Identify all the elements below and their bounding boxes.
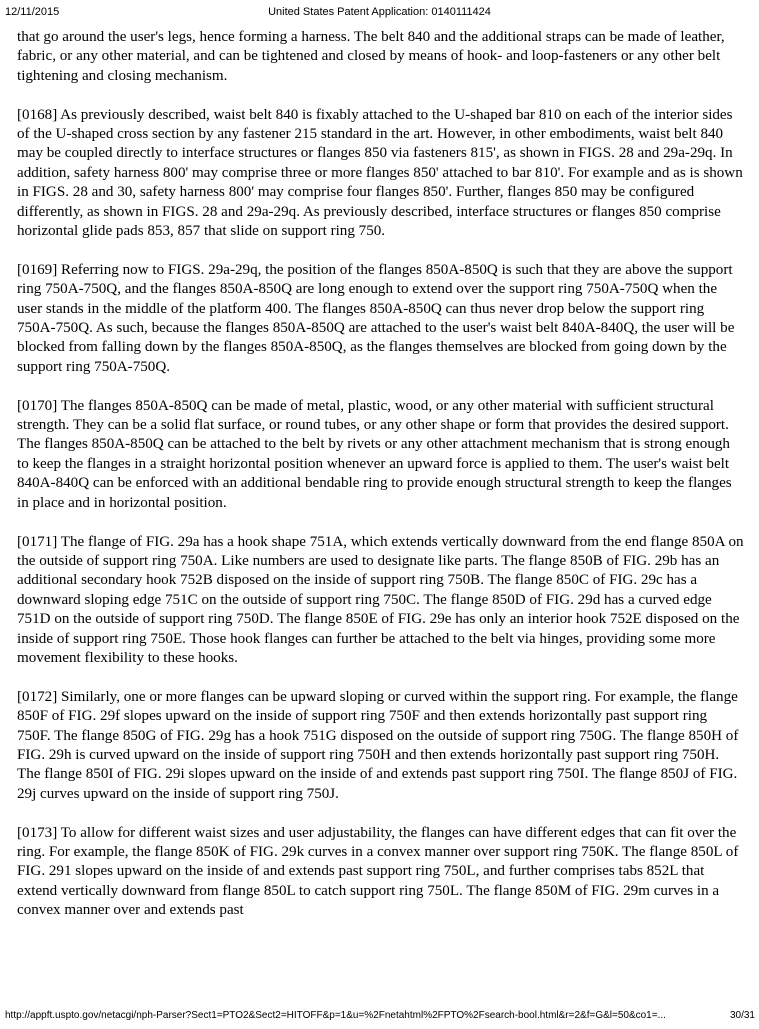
paragraph-continuation: that go around the user's legs, hence forming a harness. The belt 840 and the additional straps can be made of leather, fabric, or any other material, and can be tightened and closed by means of hook- and loop-fasteners or any other belt tightening and closing mechanism. — [17, 29, 725, 84]
paragraph-0173: [0173] To allow for different waist sizes and user adjustability, the flanges can have different edges that can fit over the ring. For example, the flange 850K of FIG. 29k curves in a convex manner over support ring 750K. The flange 850L of FIG. 291 slopes upward on the inside of and extends past support ring 750L, and further comprises tabs 852L that extend vertically downward from flange 850L to catch support ring 750L. The flange 850M of FIG. 29m curves in a convex manner over and extends past — [17, 824, 739, 919]
document-body — [17, 28, 744, 940]
paragraph-0171: [0171] The flange of FIG. 29a has a hook shape 751A, which extends vertically downward from the end flange 850A on the outside of support ring 750A. Like numbers are used to designate like parts. The flange 850B of FIG. 29b has an additional secondary hook 752B disposed on the inside of support ring 750B. The flange 850C of FIG. 29c has a downward sloping edge 751C on the outside of support ring 750C. The flange 850D of FIG. 29d has a curved edge 751D on the outside of support ring 750D. The flange 850E of FIG. 29e has only an interior hook 752E disposed on the inside of support ring 750E. Those hook flanges can further be attached to the belt via hinges, providing some more movement flexibility to these hooks. — [17, 533, 744, 666]
page-header — [0, 6, 759, 22]
document-title: United States Patent Application: 0140111424 — [268, 6, 491, 18]
page-number: 30/31 — [729, 1010, 755, 1021]
source-url: http://appft.uspto.gov/netacgi/nph-Parser?Sect1=PTO2&Sect2=HITOFF&p=1&u=%2Fnetahtml%2FPTO%2Fsearch-bool.html&r=2&f=G&l=50&co1=... — [5, 1010, 666, 1021]
print-date: 12/11/2015 — [5, 6, 60, 18]
paragraph-0172: [0172] Similarly, one or more flanges can be upward sloping or curved within the support ring. For example, the flange 850F of FIG. 29f slopes upward on the inside of support ring 750F and then extends horizontally past support ring 750F. The flange 850G of FIG. 29g has a hook 751G disposed on the outside of support ring 750G. The flange 850H of FIG. 29h is curved upward on the inside of support ring 750H and then extends horizontally past support ring 750H. The flange 850I of FIG. 29i slopes upward on the inside of and extends past support ring 750I. The flange 850J of FIG. 29j curves upward on the inside of support ring 750J. — [17, 688, 739, 802]
page-footer — [5, 1010, 755, 1024]
paragraph-0169: [0169] Referring now to FIGS. 29a-29q, the position of the flanges 850A-850Q is such that they are above the support ring 750A-750Q, and the flanges 850A-850Q are long enough to extend over the support ring 750A-750Q when the user stands in the middle of the platform 400. The flanges 850A-850Q can thus never drop below the support ring 750A-750Q. As such, because the flanges 850A-850Q are attached to the user's waist belt 840A-840Q, the user will be blocked from falling down by the flanges 850A-850Q, as the flanges themselves are blocked from going down by the support ring 750A-750Q. — [17, 261, 735, 375]
paragraph-0168: [0168] As previously described, waist belt 840 is fixably attached to the U-shaped bar 810 on each of the interior sides of the U-shaped cross section by any fastener 215 standard in the art. However, in other embodiments, waist belt 840 may be coupled directly to interface structures or flanges 850 via fasteners 815', as shown in FIGS. 28 and 29a-29q. In addition, safety harness 800' may comprise three or more flanges 850' attached to bar 810'. For example and as is shown in FIGS. 28 and 30, safety harness 800' may comprise four flanges 850'. Further, flanges 850 may be configured differently, as shown in FIGS. 28 and 29a-29q. As previously described, interface structures or flanges 850 comprise horizontal glide pads 853, 857 that slide on support ring 750. — [17, 106, 743, 240]
paragraph-0170: [0170] The flanges 850A-850Q can be made of metal, plastic, wood, or any other material with sufficient structural strength. They can be a solid flat surface, or round tubes, or any other shape or form that provides the desired support. The flanges 850A-850Q can be attached to the belt by rivets or any other attachment mechanism that is strong enough to keep the flanges in a straight horizontal position whenever an upward force is applied to them. The user's waist belt 840A-840Q can be enforced with an additional bendable ring to provide enough structural strength to keep the flanges in place and in horizontal position. — [17, 397, 732, 511]
